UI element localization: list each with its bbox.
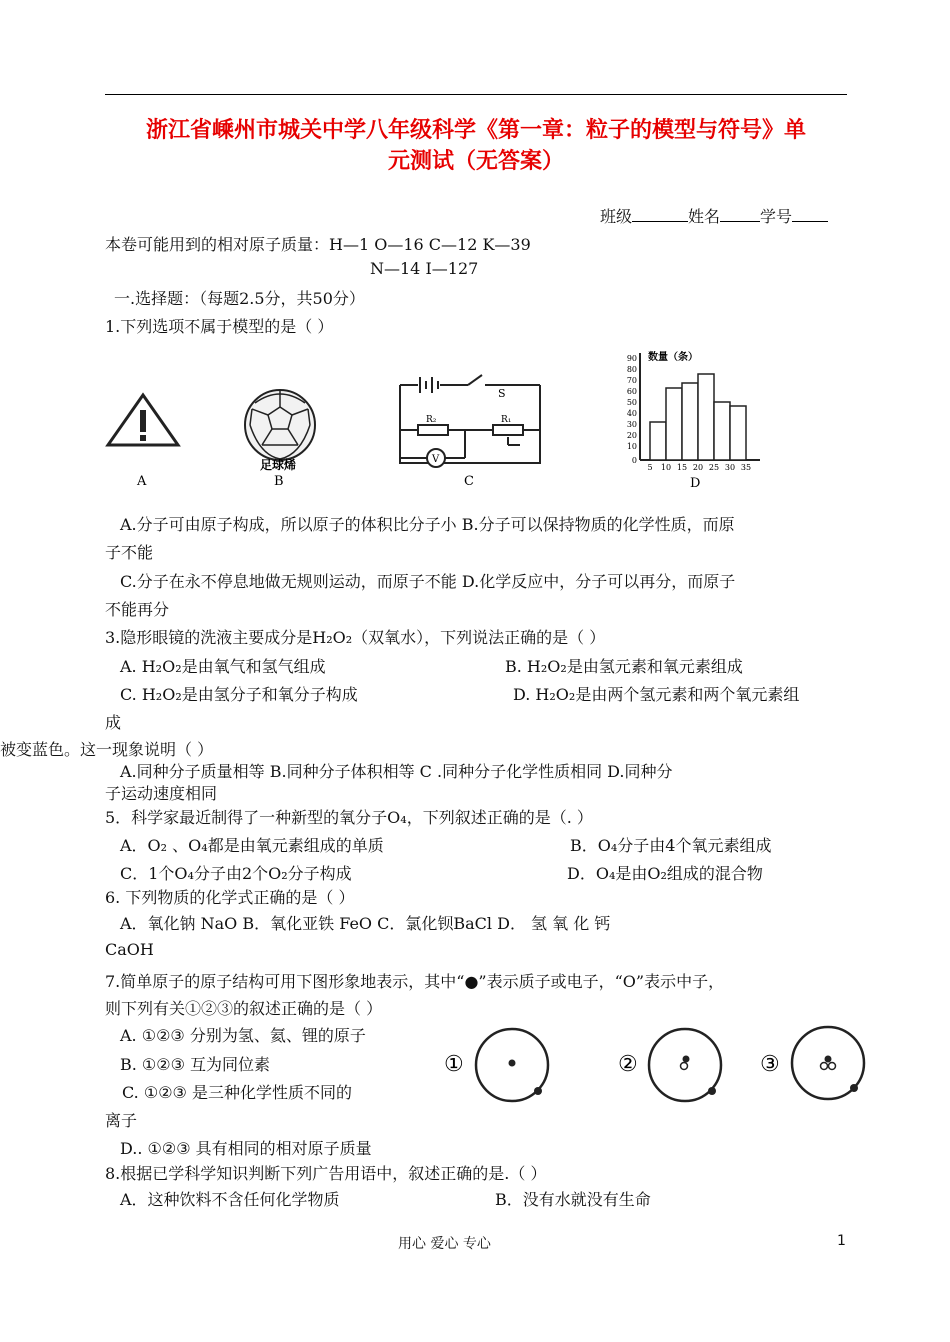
student-info — [600, 206, 828, 228]
histogram-icon — [640, 353, 760, 460]
svg-text:40: 40 — [626, 409, 637, 418]
atomic-masses-1: 本卷可能用到的相对原子质量：H—1 O—16 C—12 K—39 — [105, 235, 531, 254]
q1-stem: 1.下列选项不属于模型的是（ ） — [105, 317, 334, 336]
q3-option-d-cont: 成 — [105, 713, 122, 732]
q6-options-cont: CaOH — [105, 940, 154, 959]
id-blank[interactable] — [792, 207, 828, 222]
svg-text:90: 90 — [626, 354, 637, 363]
q5-option-d: D．O₄是由O₂组成的混合物 — [567, 864, 763, 883]
q1-football-caption: 足球烯 — [260, 458, 297, 472]
q3-option-a: A. H₂O₂是由氧气和氢气组成 — [120, 657, 326, 676]
section-heading: 一.选择题：（每题2.5分，共50分） — [114, 289, 365, 308]
q8-option-b: B．没有水就没有生命 — [495, 1190, 651, 1209]
page-footer: 用心 爱心 专心 — [398, 1236, 491, 1252]
svg-text:60: 60 — [626, 387, 637, 396]
q5-option-a: A．O₂ 、O₄都是由氧元素组成的单质 — [120, 836, 384, 855]
q2-line-3: C.分子在永不停息地做无规则运动，而原子不能 D.化学反应中，分子可以再分，而原子 — [120, 572, 736, 591]
svg-text:20: 20 — [692, 463, 704, 472]
q1-label-a: A — [137, 474, 147, 489]
svg-text:50: 50 — [626, 398, 637, 407]
atom-2-icon — [649, 1029, 721, 1101]
class-label: 班级 — [600, 207, 633, 226]
q5-option-c: C．1个O₄分子由2个O₂分子构成 — [120, 864, 352, 883]
atomic-masses-2: N—14 I—127 — [370, 259, 479, 278]
circuit-label-s: S — [498, 387, 506, 400]
atom-3-icon — [792, 1027, 864, 1099]
circuit-label-r2: R₁ — [501, 415, 512, 425]
q3-option-b: B. H₂O₂是由氢元素和氧元素组成 — [505, 657, 743, 676]
atom-1-icon — [476, 1029, 548, 1101]
q3-option-c: C. H₂O₂是由氢分子和氧分子构成 — [120, 685, 358, 704]
name-blank[interactable] — [720, 207, 760, 222]
q6-stem: 6. 下列物质的化学式正确的是（ ） — [105, 888, 355, 907]
svg-text:30: 30 — [724, 463, 736, 472]
title-line-1: 浙江省嵊州市城关中学八年级科学《第一章：粒子的模型与符号》单 — [145, 118, 806, 143]
atom-label-2: ② — [618, 1052, 638, 1077]
svg-text:15: 15 — [676, 463, 688, 472]
histogram-ylabel: 数量（条） — [648, 352, 698, 363]
svg-text:10: 10 — [660, 463, 672, 472]
q3-option-d: D. H₂O₂是由两个氢元素和两个氧元素组 — [513, 685, 800, 704]
histogram-xticks — [647, 463, 751, 472]
q8-stem: 8.根据已学科学知识判断下列广告用语中，叙述正确的是.（ ） — [105, 1164, 547, 1183]
page-number: 1 — [837, 1233, 846, 1249]
class-blank[interactable] — [632, 207, 688, 222]
q1-label-c: C — [464, 474, 474, 489]
q1-label-b: B — [274, 474, 284, 489]
q1-label-d: D — [690, 476, 701, 491]
q3-stem: 3.隐形眼镜的洗液主要成分是H₂O₂（双氧水），下列说法正确的是（ ） — [105, 628, 606, 647]
svg-text:5: 5 — [647, 463, 653, 472]
q7-stem-2: 则下列有关①②③的叙述正确的是（ ） — [105, 999, 383, 1018]
svg-text:70: 70 — [626, 376, 637, 385]
document-title — [105, 115, 847, 177]
q2-line-1: A.分子可由原子构成，所以原子的体积比分子小 B.分子可以保持物质的化学性质，而原 — [120, 515, 735, 534]
q7-option-a: A. ①②③ 分别为氢、氦、锂的原子 — [120, 1026, 366, 1045]
atom-label-1: ① — [444, 1052, 464, 1077]
q4-options-2: 子运动速度相同 — [105, 784, 218, 803]
q7-option-b: B. ①②③ 互为同位素 — [120, 1055, 271, 1074]
circuit-label-r1: R₂ — [426, 415, 437, 425]
q5-stem: 5．科学家最近制得了一种新型的氧分子O₄，下列叙述正确的是（. ） — [105, 808, 593, 827]
svg-text:20: 20 — [626, 431, 637, 440]
atom-label-3: ③ — [760, 1052, 780, 1077]
q7-option-d: D.. ①②③ 具有相同的相对原子质量 — [120, 1139, 372, 1158]
q4-options-1: A.同种分子质量相等 B.同种分子体积相等 C .同种分子化学性质相同 D.同种分 — [120, 762, 673, 781]
q6-options: A．氧化钠 NaO B．氧化亚铁 FeO C．氯化钡BaCl D． 氢 氧 化 钙 — [120, 914, 611, 933]
q8-option-a: A．这种饮料不含任何化学物质 — [120, 1190, 340, 1209]
header-rule — [105, 94, 847, 95]
football-molecule-icon — [245, 390, 315, 460]
histogram-yticks — [627, 354, 637, 465]
title-line-2: 元测试（无答案） — [387, 149, 564, 174]
name-label: 姓名 — [688, 207, 721, 226]
q2-line-2: 子不能 — [105, 543, 154, 562]
svg-text:10: 10 — [626, 442, 637, 451]
q7-option-c: C. ①②③ 是三种化学性质不同的 — [122, 1083, 352, 1102]
battery-icon — [419, 377, 439, 393]
id-label: 学号 — [760, 207, 793, 226]
circuit-label-v: V — [432, 454, 440, 465]
warning-triangle-icon — [108, 395, 178, 445]
svg-text:25: 25 — [708, 463, 720, 472]
svg-text:35: 35 — [740, 463, 752, 472]
q7-stem-1: 7.简单原子的原子结构可用下图形象地表示，其中“●”表示质子或电子，“O”表示中子， — [105, 972, 725, 991]
q2-line-4: 不能再分 — [105, 600, 170, 619]
svg-text:80: 80 — [626, 365, 637, 374]
svg-text:0: 0 — [631, 456, 637, 465]
q4-stem: 被变蓝色。这一现象说明（ ） — [0, 740, 214, 759]
q7-atom-diagrams — [440, 1025, 880, 1110]
svg-text:30: 30 — [626, 420, 637, 429]
q1-figures — [100, 345, 860, 495]
q5-option-b: B．O₄分子由4个氧元素组成 — [570, 836, 772, 855]
q7-option-c-cont: 离子 — [105, 1111, 138, 1130]
